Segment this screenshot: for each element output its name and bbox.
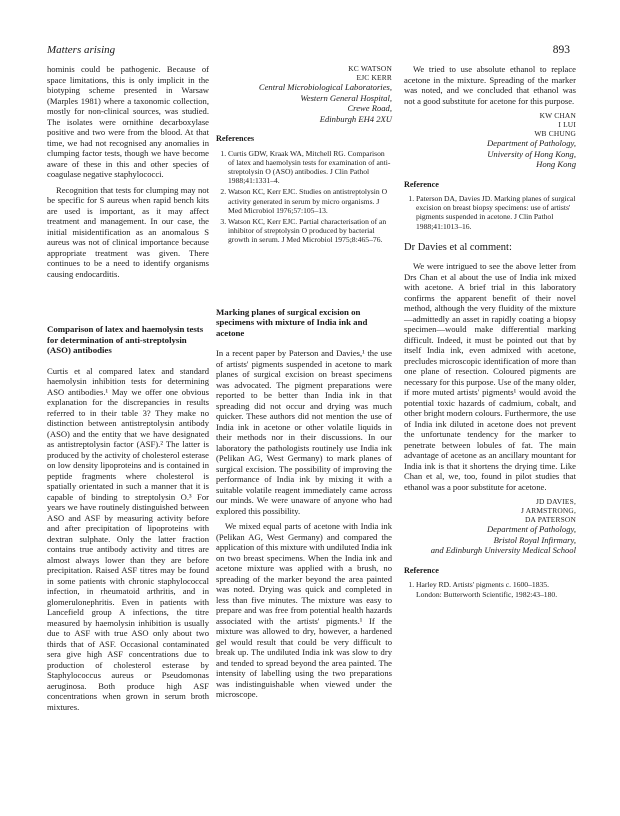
- body-paragraph: Recognition that tests for clumping may not be specific for S aureus when rapid bench kits are used is important, as it may affect treatment and management. In our case, the initial misidentification as an anomalous S aureus was not of clinical importance because appropriate treatment was given. There continues to be a need to identify organisms causing endocarditis.: [47, 184, 209, 279]
- reference-item: 1. Harley RD. Artists' pigments c. 1600–1835. London: Butterworth Scientific, 1982:43–180.: [416, 580, 576, 598]
- affiliation-line: and Edinburgh University Medical School: [430, 545, 576, 556]
- author-name: DA PATERSON: [524, 515, 576, 525]
- column-2: [216, 64, 392, 705]
- author-name: KW CHAN: [539, 111, 576, 120]
- reference-heading: Reference: [404, 179, 439, 189]
- affiliation-line: Western General Hospital,: [300, 92, 392, 103]
- affiliation-line: Department of Pathology,: [486, 524, 576, 535]
- author-name: J ARMSTRONG,: [521, 506, 576, 516]
- reference-item: 2. Watson KC, Kerr EJC. Studies on antistreptolysin O activity generated in serum by micro organisms. J Med Microbiol 1976;57:105–13.: [228, 187, 392, 215]
- article-title-india-ink: Marking planes of surgical excision on specimens with mixture of India ink and acetone: [216, 306, 368, 338]
- reference-item: 3. Watson KC, Kerr EJC. Partial characterisation of an inhibitor of streptolysin O produced by bacterial growth in serum. J Med Microbiol 1975;8:465–76.: [228, 217, 392, 245]
- reference-list: [404, 580, 576, 598]
- running-head: Matters arising: [47, 44, 116, 56]
- author-name: WB CHUNG: [534, 129, 576, 138]
- affiliation-line: Hong Kong: [536, 159, 576, 169]
- body-paragraph: hominis could be pathogenic. Because of space limitations, this is only implicit in the biotyping scheme presented in Warsaw (Marples 1981) where a taxonomic collection, mostly for non-clinical sources, was studied. The isolates were ornithine decarboxylase positive and two were from the blood. At that time, we had not recognised any anomalies in clumping factor tests, though we have become aware of these in this and other species of coagulase negative staphylococci.: [47, 64, 209, 179]
- affiliation-line: Department of Pathology,: [486, 138, 576, 148]
- affiliation-line: Central Microbiological Laboratories,: [258, 82, 392, 92]
- column-3: [404, 64, 576, 601]
- comment-heading: Dr Davies et al comment:: [404, 241, 512, 253]
- affiliation-line: Bristol Royal Infirmary,: [493, 534, 576, 545]
- body-paragraph: In a recent paper by Paterson and Davies,¹ the use of artists' pigments suspended in acetone to mark planes of surgical excision on breast specimens was advocated. The pigment preparations were reported to be better than India ink in that spreading did not occur and drying was much quicker. These authors did not mention the use of India ink in acetone or other volatile liquids in their methods nor in their discussions. In our laboratory the pathologists routinely use India ink (Pelikan AG, West Germany) to mark planes of surgical excision. The possibility of improving the performance of India ink by mixing it with a suitable volatile reagent immediately came across our minds. We were unaware of anyone who had explored this possibility.: [216, 348, 392, 516]
- article-title-aso: Comparison of latex and haemolysin tests for determination of anti-streptolysin (ASO) antibodies: [47, 324, 204, 355]
- signature-block-watson: [216, 64, 392, 124]
- signature-block-davies: [404, 497, 576, 556]
- body-paragraph: Curtis et al compared latex and standard haemolysin inhibition tests for determining ASO antibodies.¹ May we offer one obvious explanation for the discrepancies in results referred to in their table 3? They make no distinction between antistreptolysin antibody (ASO) and the entity that we have designated as antistreptolysin factor (ASF).² The latter is produced by the activity of cholesterol esterase on low density lipoproteins and is contained in peptide fragments where cholesterol is spatially orientated in such a manner that it is capable of binding to streptolysin O.³ For years we have routinely distinguished between ASO and ASF by measuring activity before and after precipitation of lipoproteins with dextran sulphate. Only the latter fraction contains true antibody activity and titres are almost always lower than they are before precipitation. Raised ASF titres may be found in some patients with chronic staphylococcal infection, in rheumatoid arthritis, and in glomerulonephritis. Even in patients with Lancefield group A infections, the titre measured by haemolysin inhibition is usually due to ASF with true ASO only about two thirds that of ASF. Occasional contaminated sera give high ASF concentrations due to production of cholesterol esterase by Staphylococcus aureus or Pseudomonas aeruginosa. Both produce high ASF concentrations when grown in serum broth mixtures.: [47, 365, 209, 712]
- reference-list: [404, 194, 576, 231]
- author-name: I LUI: [558, 120, 576, 129]
- page-number: 893: [552, 44, 570, 56]
- references-heading: References: [216, 134, 255, 143]
- author-name: KC WATSON: [348, 64, 392, 73]
- reference-list: [216, 149, 392, 245]
- author-name: EJC KERR: [356, 73, 392, 82]
- body-paragraph: We mixed equal parts of acetone with India ink (Pelikan AG, West Germany) and compared the application of this mixture with undiluted India ink on two breast specimens. When the India ink and acetone mixture was applied with a brush, no spreading of the marker beyond the area painted was noted. Drying was quick and completed in less than five minutes. The mixture was easy to prepare and was free from potential health hazards associated with the artists' pigments.¹ If the mixture was allowed to dry, however, a hardened gel would result that could be very difficult to break up. The undiluted India ink was slow to dry and tended to spread beyond the area painted. The intensity of labelling using the two preparations was indistinguishable when viewed under the microscope.: [216, 521, 392, 700]
- reference-item: 1. Paterson DA, Davies JD. Marking planes of surgical excision on breast biopsy specimens: use of artists' pigments suspended in acetone. J Clin Pathol 1988;41:1013–16.: [416, 194, 576, 231]
- affiliation-line: Edinburgh EH4 2XU: [319, 113, 392, 124]
- body-paragraph: We were intrigued to see the above letter from Drs Chan et al about the use of India ink mixed with acetone. A brief trial in this laboratory confirms the apparent benefit of their novel method, although the very fluidity of the mixture—admittedly an asset in rapidly coating a biopsy specimen—would make differential marking difficult. Indeed, it must be pointed out that by itself India ink, even admixed with acetone, precludes microscopic identification of more than one plane of resection. Coloured pigments are necessary for this purpose. Use of the many older, if more muted artists' pigments¹ would avoid the potential toxic hazards of cadmium, cobalt, and other bright modern colours. Furthermore, the use of India ink diluted in acetone does not prevent the unfortunate tendency for the marker to penetrate between lobules of fat. The main advantage of acetone as an ancillary mountant for India ink is that it shortens the drying time. Like Chan et al, we, too, found in pilot studies that ethanol was a poor substitute for acetone.: [404, 261, 576, 492]
- reference-heading: Reference: [404, 565, 439, 575]
- affiliation-line: Crewe Road,: [347, 103, 392, 113]
- body-paragraph: We tried to use absolute ethanol to replace acetone in the mixture. Spreading of the marker was noted, and we concluded that ethanol was not a good substitute for acetone for this purpose.: [404, 64, 576, 106]
- affiliation-line: University of Hong Kong,: [487, 148, 576, 159]
- reference-item: 1. Curtis GDW, Kraak WA, Mitchell RG. Comparison of latex and haemolysin tests for examination of anti-streptolysin O (ASO) antibodies. J Clin Pathol 1988;41:1331–4.: [228, 149, 392, 186]
- author-name: JD DAVIES,: [535, 497, 576, 507]
- column-1: [47, 64, 209, 717]
- signature-block-chan: [404, 111, 576, 170]
